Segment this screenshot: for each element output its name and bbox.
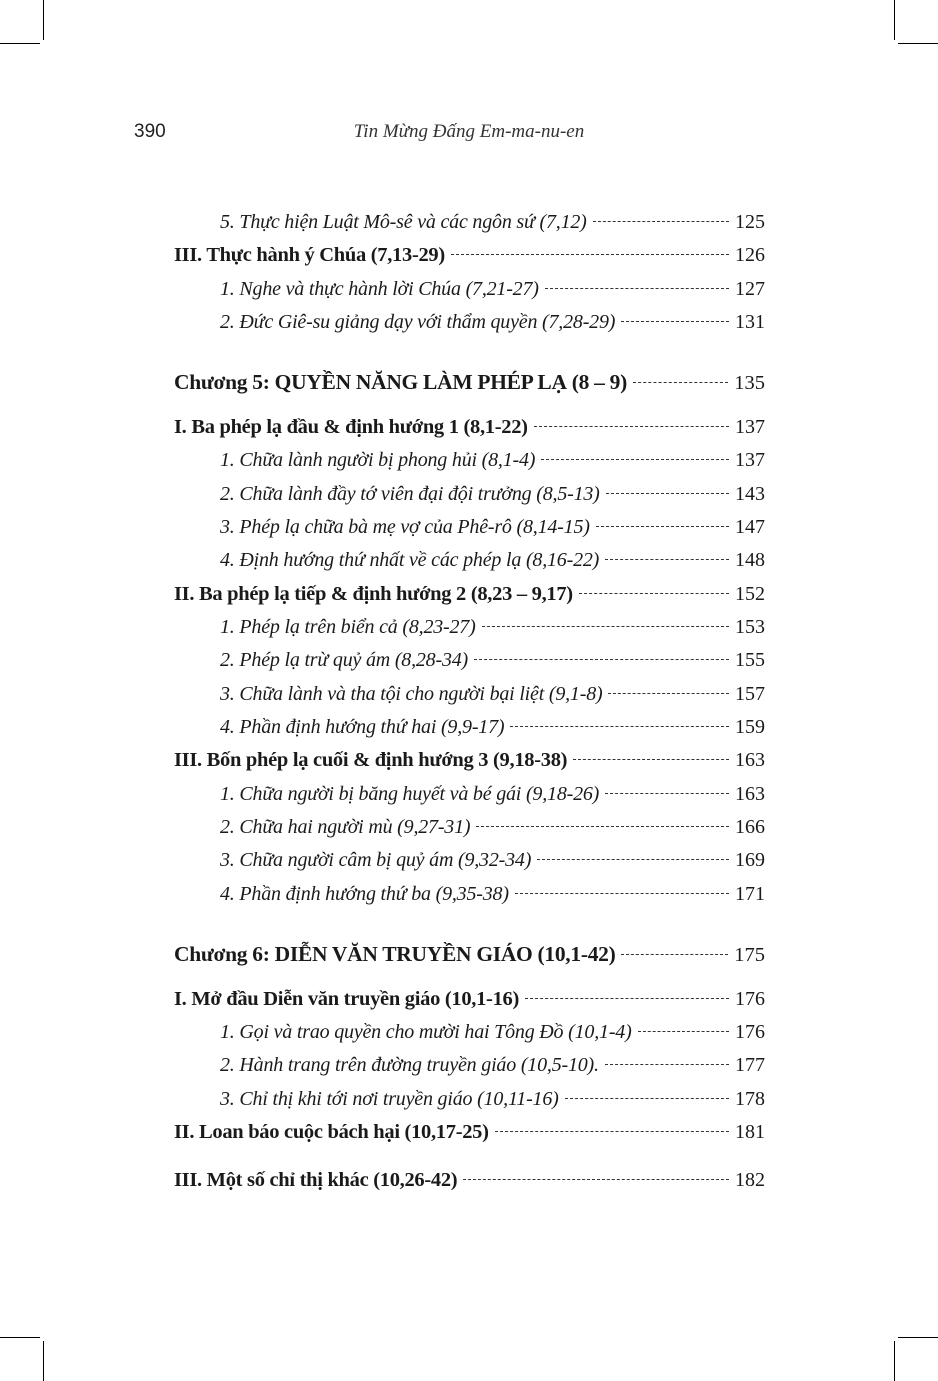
toc-entry-title: 2. Đức Giê-su giảng dạy với thẩm quyền (7,28-29) xyxy=(220,311,616,333)
toc-entry-page: 176 xyxy=(735,1021,765,1043)
toc-entry-title: 2. Chữa hai người mù (9,27-31) xyxy=(220,816,471,838)
crop-mark xyxy=(43,1341,44,1381)
toc-entry-page: 177 xyxy=(735,1054,765,1076)
dot-leader xyxy=(621,321,729,322)
toc-entry-page: 137 xyxy=(735,449,765,471)
toc-entry-title: II. Ba phép lạ tiếp & định hướng 2 (8,23 – 9,17) xyxy=(174,583,573,605)
toc-subsection-entry xyxy=(174,716,765,746)
dot-leader xyxy=(605,793,729,794)
toc-entry-title: 2. Hành trang trên đường truyền giáo (10,5-10). xyxy=(220,1054,599,1076)
toc-entry-page: 147 xyxy=(735,516,765,538)
toc-entry-page: 131 xyxy=(735,311,765,333)
toc-entry-page: 143 xyxy=(735,483,765,505)
toc-entry-title: 1. Gọi và trao quyền cho mười hai Tông Đồ (10,1-4) xyxy=(220,1021,632,1043)
toc-section-entry xyxy=(174,988,765,1018)
dot-leader xyxy=(621,954,728,955)
dot-leader xyxy=(596,526,729,527)
toc-entry-page: 169 xyxy=(735,849,765,871)
toc-entry-title: 2. Phép lạ trừ quỷ ám (8,28-34) xyxy=(220,649,468,671)
toc-entry-title: 4. Định hướng thứ nhất về các phép lạ (8,16-22) xyxy=(220,549,600,571)
toc-entry-title: 2. Chữa lành đầy tớ viên đại đội trưởng (8,5-13) xyxy=(220,483,600,505)
toc-entry-title: 3. Chữa lành và tha tội cho người bại liệt (9,1-8) xyxy=(220,683,603,705)
toc-subsection-entry xyxy=(174,278,765,308)
crop-mark xyxy=(898,43,938,44)
dot-leader xyxy=(605,559,729,560)
book-title: Tin Mừng Đấng Em-ma-nu-en xyxy=(353,121,585,142)
toc-entry-title: 4. Phần định hướng thứ ba (9,35-38) xyxy=(220,883,509,905)
toc-subsection-entry xyxy=(174,1054,765,1084)
toc-entry-title: Chương 5: QUYỀN NĂNG LÀM PHÉP LẠ (8 – 9) xyxy=(174,370,627,394)
dot-leader xyxy=(463,1179,729,1180)
toc-entry-page: 159 xyxy=(735,716,765,738)
toc-entry-page: 163 xyxy=(735,749,765,771)
toc-entry-page: 181 xyxy=(735,1121,765,1143)
dot-leader xyxy=(534,426,729,427)
toc-section-entry xyxy=(174,1169,765,1199)
toc-section-entry xyxy=(174,583,765,613)
toc-section-entry xyxy=(174,244,765,274)
toc-entry-title: I. Ba phép lạ đầu & định hướng 1 (8,1-22) xyxy=(174,416,528,438)
dot-leader xyxy=(525,998,729,999)
crop-mark xyxy=(0,1337,40,1338)
toc-subsection-entry xyxy=(174,211,765,241)
toc-subsection-entry xyxy=(174,849,765,879)
toc-entry-title: 3. Chỉ thị khi tới nơi truyền giáo (10,11-16) xyxy=(220,1088,559,1110)
toc-entry-page: 182 xyxy=(735,1169,765,1191)
dot-leader xyxy=(573,759,729,760)
toc-subsection-entry xyxy=(174,549,765,579)
toc-section-entry xyxy=(174,1121,765,1151)
crop-mark xyxy=(0,43,40,44)
toc-chapter-entry xyxy=(174,370,765,400)
page-number: 390 xyxy=(134,121,166,142)
dot-leader xyxy=(451,254,729,255)
toc-entry-page: 152 xyxy=(735,583,765,605)
toc-entry-page: 153 xyxy=(735,616,765,638)
toc-subsection-entry xyxy=(174,649,765,679)
toc-chapter-entry xyxy=(174,942,765,972)
toc-entry-page: 137 xyxy=(735,416,765,438)
dot-leader xyxy=(545,288,729,289)
toc-entry-page: 127 xyxy=(735,278,765,300)
toc-entry-title: 4. Phần định hướng thứ hai (9,9-17) xyxy=(220,716,505,738)
crop-mark xyxy=(894,1341,895,1381)
toc-entry-title: 1. Nghe và thực hành lời Chúa (7,21-27) xyxy=(220,278,539,300)
toc-entry-page: 166 xyxy=(735,816,765,838)
crop-mark xyxy=(894,0,895,40)
toc-subsection-entry xyxy=(174,1021,765,1051)
toc-entry-page: 126 xyxy=(735,244,765,266)
toc-subsection-entry xyxy=(174,1088,765,1118)
toc-subsection-entry xyxy=(174,683,765,713)
toc-entry-title: 3. Phép lạ chữa bà mẹ vợ của Phê-rô (8,14-15) xyxy=(220,516,590,538)
dot-leader xyxy=(638,1031,729,1032)
toc-entry-page: 178 xyxy=(735,1088,765,1110)
toc-subsection-entry xyxy=(174,883,765,913)
toc-entry-title: II. Loan báo cuộc bách hại (10,17-25) xyxy=(174,1121,489,1143)
toc-entry-page: 148 xyxy=(735,549,765,571)
dot-leader xyxy=(633,382,728,383)
crop-mark xyxy=(43,0,44,40)
dot-leader xyxy=(474,659,729,660)
dot-leader xyxy=(482,626,729,627)
dot-leader xyxy=(608,693,729,694)
toc-entry-title: III. Một số chỉ thị khác (10,26-42) xyxy=(174,1169,458,1191)
dot-leader xyxy=(510,726,729,727)
toc-entry-page: 155 xyxy=(735,649,765,671)
toc-entry-title: 1. Phép lạ trên biển cả (8,23-27) xyxy=(220,616,476,638)
dot-leader xyxy=(537,859,729,860)
toc-section-entry xyxy=(174,416,765,446)
dot-leader xyxy=(541,459,729,460)
toc-entry-page: 176 xyxy=(735,988,765,1010)
dot-leader xyxy=(515,893,729,894)
toc-entry-title: I. Mở đầu Diễn văn truyền giáo (10,1-16) xyxy=(174,988,520,1010)
toc-subsection-entry xyxy=(174,783,765,813)
toc-entry-page: 135 xyxy=(734,372,765,394)
toc-entry-title: 1. Chữa người bị băng huyết và bé gái (9,18-26) xyxy=(220,783,600,805)
dot-leader xyxy=(593,221,729,222)
toc-entry-title: Chương 6: DIỄN VĂN TRUYỀN GIÁO (10,1-42) xyxy=(174,942,616,966)
toc-entry-page: 163 xyxy=(735,783,765,805)
toc-section-entry xyxy=(174,749,765,779)
toc-entry-page: 125 xyxy=(735,211,765,233)
toc-entry-page: 171 xyxy=(735,883,765,905)
toc-subsection-entry xyxy=(174,449,765,479)
toc-subsection-entry xyxy=(174,483,765,513)
toc-entry-page: 175 xyxy=(734,944,765,966)
toc-entry-title: 5. Thực hiện Luật Mô-sê và các ngôn sứ (7,12) xyxy=(220,211,587,233)
dot-leader xyxy=(579,593,729,594)
toc-subsection-entry xyxy=(174,311,765,341)
dot-leader xyxy=(565,1098,729,1099)
running-head xyxy=(0,118,938,146)
toc-entry-title: 1. Chữa lành người bị phong hủi (8,1-4) xyxy=(220,449,536,471)
toc-subsection-entry xyxy=(174,516,765,546)
toc-subsection-entry xyxy=(174,816,765,846)
dot-leader xyxy=(605,1064,729,1065)
dot-leader xyxy=(495,1131,729,1132)
toc-entry-page: 157 xyxy=(735,683,765,705)
toc-entry-title: 3. Chữa người câm bị quỷ ám (9,32-34) xyxy=(220,849,532,871)
dot-leader xyxy=(606,493,729,494)
toc-entry-title: III. Bốn phép lạ cuối & định hướng 3 (9,18-38) xyxy=(174,749,568,771)
dot-leader xyxy=(476,826,729,827)
toc-subsection-entry xyxy=(174,616,765,646)
toc-entry-title: III. Thực hành ý Chúa (7,13-29) xyxy=(174,244,445,266)
crop-mark xyxy=(898,1337,938,1338)
